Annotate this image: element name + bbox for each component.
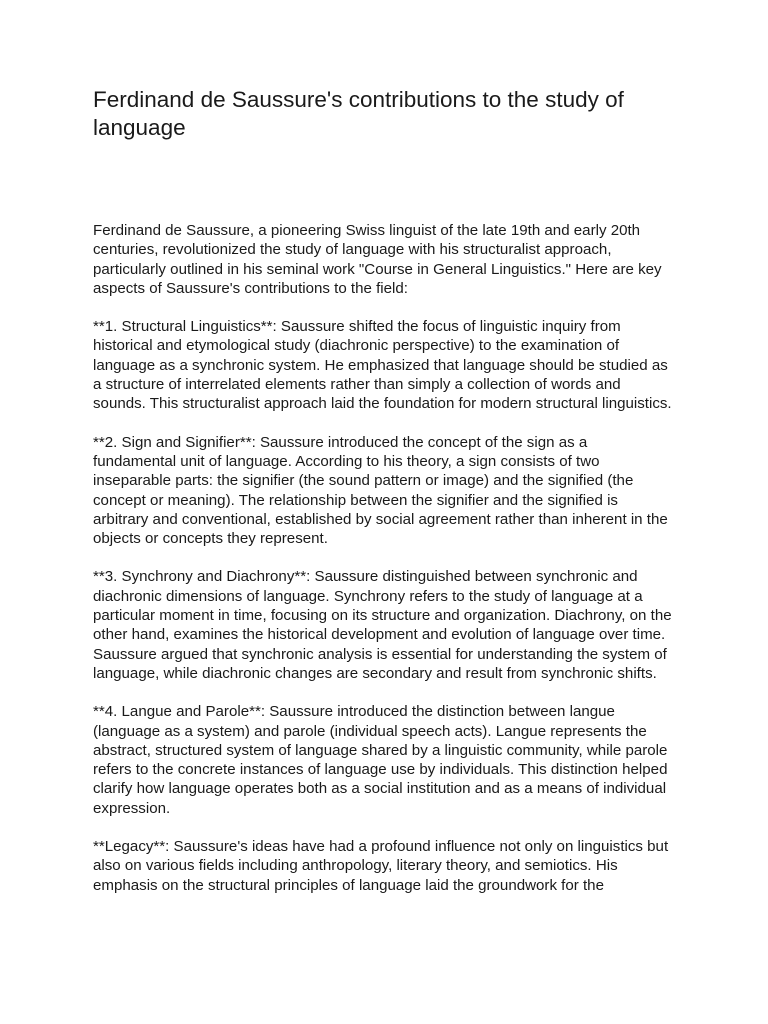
paragraph-legacy: **Legacy**: Saussure's ideas have had a profound influence not only on linguistics but also on various fields including anthropology, literary theory, and semiotics. His emphasis on the structural principles of language laid the groundwork for the <box>93 838 669 894</box>
paragraph-structural-linguistics: **1. Structural Linguistics**: Saussure shifted the focus of linguistic inquiry from historical and etymological study (diachronic perspective) to the examination of language as a synchronic system. He emphasized that language should be studied as a structure of interrelated elements rather than simply a collection of words and sounds. This structuralist approach laid the foundation for modern structural linguistics. <box>93 318 672 413</box>
paragraph-synchrony-diachrony: **3. Synchrony and Diachrony**: Saussure distinguished between synchronic and diachronic dimensions of language. Synchrony refers to the study of language at a particular moment in time, focusing on its structure and organization. Diachrony, on the other hand, examines the historical development and evolution of language over time. Saussure argued that synchronic analysis is essential for understanding the system of language, while diachronic changes are secondary and result from synchronic shifts. <box>93 568 672 682</box>
document-body <box>93 221 673 914</box>
paragraph-langue-parole: **4. Langue and Parole**: Saussure introduced the distinction between langue (language as a system) and parole (individual speech acts). Langue represents the abstract, structured system of language shared by a linguistic community, while parole refers to the concrete instances of language use by individuals. This distinction helped clarify how language operates both as a social institution and as a means of individual expression. <box>93 703 668 817</box>
paragraph-intro: Ferdinand de Saussure, a pioneering Swiss linguist of the late 19th and early 20th centuries, revolutionized the study of language with his structuralist approach, particularly outlined in his seminal work "Course in General Linguistics." Here are key aspects of Saussure's contributions to the field: <box>93 222 662 297</box>
document-title: Ferdinand de Saussure's contributions to the study of language <box>93 87 624 140</box>
paragraph-sign-and-signifier: **2. Sign and Signifier**: Saussure introduced the concept of the sign as a fundamental unit of language. According to his theory, a sign consists of two inseparable parts: the signifier (the sound pattern or image) and the signified (the concept or meaning). The relationship between the signifier and the signified is arbitrary and conventional, established by social agreement rather than inherent in the objects or concepts they represent. <box>93 433 668 548</box>
